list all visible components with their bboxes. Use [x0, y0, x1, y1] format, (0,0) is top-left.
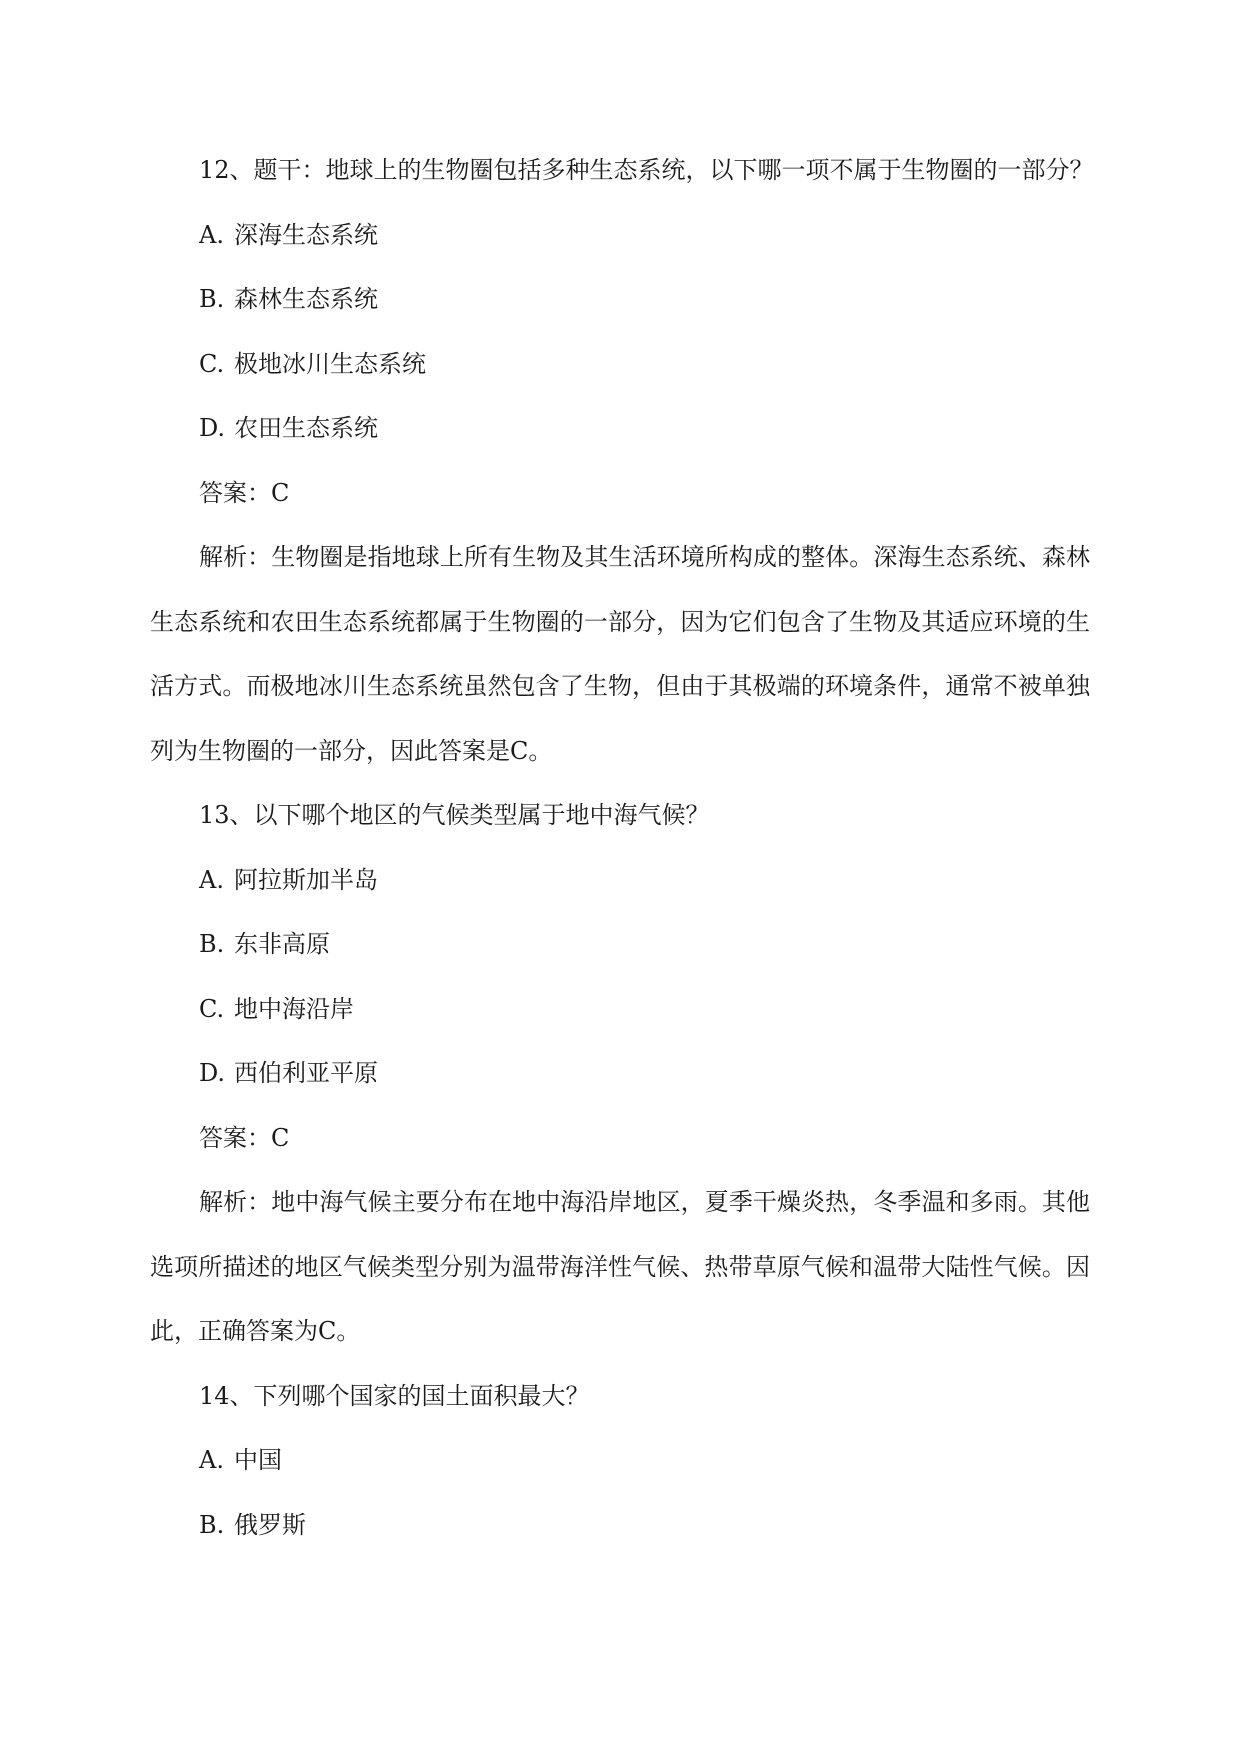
option-text: 俄罗斯: [234, 1510, 306, 1539]
question-12-analysis: 解析：生物圈是指地球上所有生物及其生活环境所构成的整体。深海生态系统、森林生态系统和农田生态系统都属于生物圈的一部分，因为它们包含了生物及其适应环境的生活方式。而极地冰川生态系统虽然包含了生物，但由于其极端的环境条件，通常不被单独列为生物圈的一部分，因此答案是C。: [150, 543, 1090, 765]
option-letter: B.: [199, 930, 225, 958]
option-text: 东非高原: [234, 930, 330, 958]
option-letter: C.: [199, 349, 225, 378]
option-letter: A.: [199, 220, 224, 249]
option-letter: A.: [199, 865, 224, 894]
option-text: 阿拉斯加半岛: [234, 865, 378, 894]
option-letter: C.: [199, 994, 225, 1023]
option-letter: D.: [199, 1059, 226, 1087]
option-text: 西伯利亚平原: [234, 1059, 378, 1087]
question-12-option-c: [150, 332, 1090, 397]
option-text: 农田生态系统: [234, 414, 378, 442]
option-letter: B.: [199, 1510, 225, 1539]
question-13-option-d: [150, 1041, 1090, 1106]
option-text: 极地冰川生态系统: [234, 349, 426, 378]
question-14-option-a: [150, 1428, 1090, 1493]
document-content: [150, 138, 1094, 1557]
question-13-answer: 答案：C: [199, 1123, 290, 1152]
option-letter: B.: [199, 285, 225, 313]
question-13-option-a: [150, 848, 1090, 913]
question-14-stem: 14、下列哪个国家的国土面积最大？: [199, 1381, 590, 1410]
option-text: 深海生态系统: [234, 220, 378, 249]
question-13-option-b: [150, 912, 1090, 977]
option-text: 中国: [234, 1446, 282, 1474]
question-13-option-c: [150, 977, 1090, 1042]
option-letter: D.: [199, 414, 226, 442]
option-text: 森林生态系统: [234, 285, 378, 313]
option-text: 地中海沿岸: [234, 994, 354, 1023]
question-13-stem: 13、以下哪个地区的气候类型属于地中海气候？: [199, 801, 710, 829]
question-12-stem: 12、题干：地球上的生物圈包括多种生态系统，以下哪一项不属于生物圈的一部分？: [199, 156, 1094, 184]
question-12-option-a: [150, 203, 1090, 268]
question-12-answer: 答案：C: [199, 478, 290, 507]
question-14-option-b: [150, 1493, 1090, 1558]
question-12-option-d: [150, 396, 1090, 461]
option-letter: A.: [199, 1446, 224, 1474]
question-12-option-b: [150, 267, 1090, 332]
question-13-analysis: 解析：地中海气候主要分布在地中海沿岸地区，夏季干燥炎热，冬季温和多雨。其他选项所描述的地区气候类型分别为温带海洋性气候、热带草原气候和温带大陆性气候。因此，正确答案为C。: [150, 1188, 1090, 1345]
